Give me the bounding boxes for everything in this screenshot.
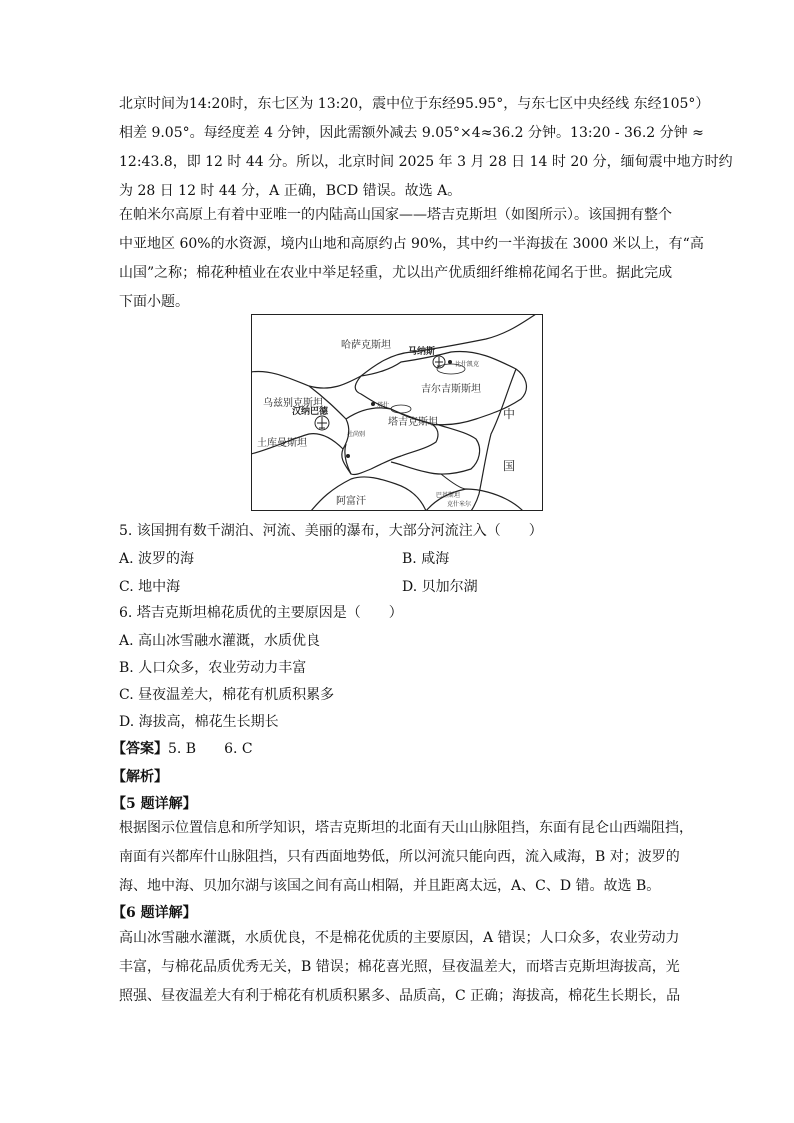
text-line: 北京时间为14:20时，东七区为 13:20，震中位于东经95.95°，与东七区中央经线 东经105°） [119, 96, 710, 112]
city-marker [346, 454, 350, 458]
map-label-kazakhstan: 哈萨克斯坦 [341, 340, 391, 351]
question-5-stem: 5. 该国拥有数千湖泊、河流、美丽的瀑布，大部分河流注入（ ） [119, 523, 543, 539]
answer-value: 5. B 6. C [168, 741, 253, 757]
city-marker [371, 402, 375, 406]
question-6-stem: 6. 塔吉克斯坦棉花质优的主要原因是（ ） [119, 605, 403, 621]
q5-detail-label: 【5 题详解】 [112, 796, 197, 812]
airport-icon [315, 416, 329, 430]
city-marker [448, 360, 452, 364]
q5-option-a[interactable]: A. 波罗的海 [119, 551, 195, 567]
map-label-kashmir: 克什米尔 [447, 501, 472, 508]
previous-explanation [119, 90, 733, 206]
text-line: 山国”之称；棉花种植业在农业中举足轻重，尤以出产优质细纤维棉花闻名于世。据此完成 [119, 265, 673, 281]
map-label-turkmenistan: 土库曼斯坦 [257, 438, 307, 449]
answer-label: 【答案】 [112, 741, 168, 757]
text-line: 12:43.8，即 12 时 44 分。所以，北京时间 2025 年 3 月 28 日 14 时 20 分，缅甸震中地方时约 [119, 154, 733, 170]
map-label-china-1: 中 [503, 407, 516, 421]
q5-detail-text [119, 814, 693, 901]
q6-option-a[interactable]: A. 高山冰雪融水灌溉，水质优良 [119, 633, 321, 649]
q5-option-d[interactable]: D. 贝加尔湖 [402, 579, 478, 595]
text-line: 为 28 日 12 时 44 分，A 正确，BCD 错误。故选 A。 [119, 183, 462, 199]
map-label-bishkek: 比什凯克 [455, 361, 480, 368]
tajikistan-map [251, 314, 543, 511]
text-line: 照强、昼夜温差大有利于棉花有机质积累多、品质高，C 正确；海拔高，棉花生长期长，品 [119, 988, 681, 1004]
q6-option-b[interactable]: B. 人口众多，农业劳动力丰富 [119, 660, 307, 676]
text-line: 高山冰雪融水灌溉，水质优良，不是棉花优质的主要原因，A 错误；人口众多，农业劳动力 [119, 930, 680, 946]
text-line: 根据图示位置信息和所学知识，塔吉克斯坦的北面有天山山脉阻挡，东面有昆仑山西端阻挡， [119, 820, 693, 836]
map-label-afghanistan: 阿富汗 [336, 496, 366, 507]
q5-option-c[interactable]: C. 地中海 [119, 579, 181, 595]
text-line: 海、地中海、贝加尔湖与该国之间有高山相隔，并且距离太远，A、C、D 错。故选 B。 [119, 878, 661, 894]
text-line: 中亚地区 60%的水资源，境内山地和高原约占 90%，其中约一半海拔在 3000 米以上，有“高 [119, 236, 704, 252]
map-label-dushanbe: 杜尚别 [347, 431, 366, 438]
map-label-khanabad: 汉纳巴德 [292, 407, 329, 417]
map-label-manas: 马纳斯 [408, 347, 436, 357]
q6-option-c[interactable]: C. 昼夜温差大，棉花有机质积累多 [119, 687, 335, 703]
text-line: 丰富，与棉花品质优秀无关，B 错误；棉花喜光照，昼夜温差大，而塔吉克斯坦海拔高，光 [119, 959, 680, 975]
map-label-kyrgyzstan: 吉尔吉斯斯坦 [421, 384, 481, 395]
map-label-tajikistan: 塔吉克斯坦 [388, 417, 438, 428]
q6-detail-text [119, 924, 679, 1011]
q6-detail-label: 【6 题详解】 [112, 905, 197, 921]
q5-option-b[interactable]: B. 咸海 [402, 551, 450, 567]
q6-option-d[interactable]: D. 海拔高，棉花生长期长 [119, 714, 279, 730]
map-label-china-2: 国 [503, 459, 516, 473]
text-line: 相差 9.05°。每经度差 4 分钟，因此需额外减去 9.05°×4≈36.2 分钟。13:20 - 36.2 分钟 ≈ [119, 125, 704, 141]
map-label-pakistan: 巴基斯坦 [436, 492, 461, 499]
text-line: 下面小题。 [119, 294, 189, 310]
text-line: 南面有兴都库什山脉阻挡，只有西面地势低，所以河流只能向西，流入咸海，B 对；波罗的 [119, 849, 680, 865]
map-label-tashkent: 塔什 [377, 402, 390, 409]
analysis-label: 【解析】 [112, 769, 168, 785]
intro-paragraph [119, 201, 704, 317]
map-label-uzbekistan: 乌兹别克斯坦 [263, 398, 323, 409]
text-line: 在帕米尔高原上有着中亚唯一的内陆高山国家——塔吉克斯坦（如图所示）。该国拥有整个 [119, 207, 672, 223]
answer-line [112, 738, 253, 758]
